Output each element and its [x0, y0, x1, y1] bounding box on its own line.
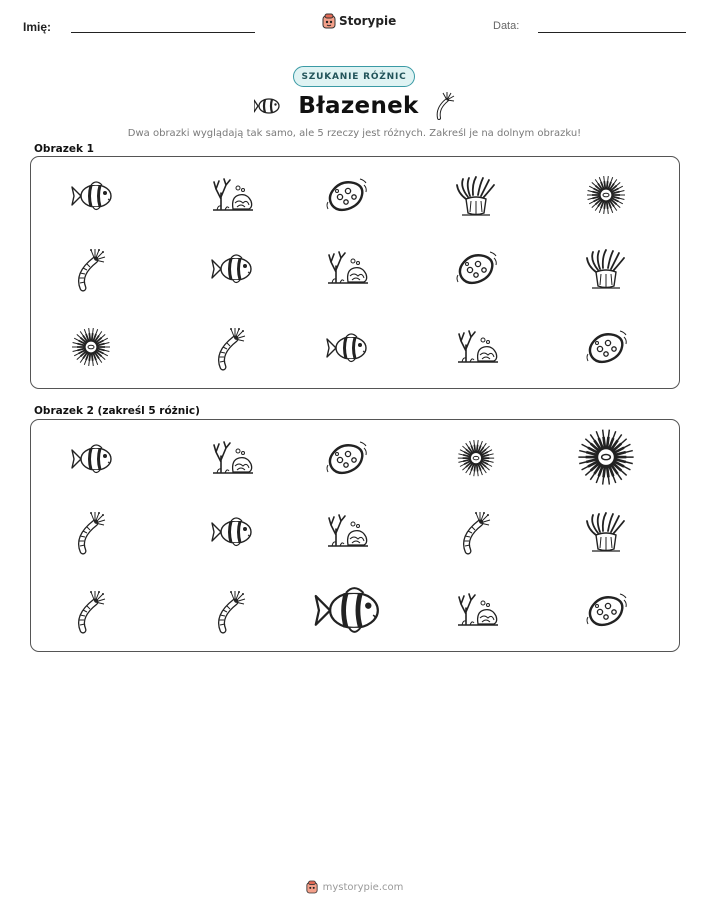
picture-2-cell-r3-c1[interactable] [69, 590, 113, 634]
activity-badge: SZUKANIE RÓŻNIC [293, 66, 415, 87]
storypie-mascot-icon [322, 13, 336, 29]
sea-sponge-icon [324, 175, 368, 219]
picture-1-panel [30, 156, 680, 389]
picture-2-cell-r2-c4[interactable] [454, 511, 498, 555]
sea-sponge-icon [584, 327, 628, 371]
sea-urchin-icon [69, 327, 113, 371]
sea-sponge-icon [584, 590, 628, 634]
date-field[interactable] [538, 32, 686, 33]
coral-icon [209, 438, 253, 482]
date-label: Data: [493, 20, 520, 32]
picture-1-cell-r3-c3 [324, 327, 368, 371]
picture-2-cell-r2-c2[interactable] [209, 511, 253, 555]
storypie-mascot-icon [306, 880, 318, 894]
sea-urchin-icon [574, 428, 638, 492]
picture-1-cell-r2-c1 [69, 248, 113, 292]
clownfish-icon [209, 248, 253, 292]
coral-icon [324, 248, 368, 292]
picture-1-cell-r1-c3 [324, 175, 368, 219]
picture-1-cell-r3-c1 [69, 327, 113, 371]
picture-1-cell-r3-c5 [584, 327, 628, 371]
tube-worm-icon [69, 511, 113, 555]
picture-1-cell-r1-c4 [454, 175, 498, 219]
clownfish-icon [324, 327, 368, 371]
coral-icon [324, 511, 368, 555]
picture-2-cell-r3-c4[interactable] [454, 590, 498, 634]
coral-icon [454, 327, 498, 371]
picture-2-cell-r1-c3[interactable] [324, 438, 368, 482]
picture-1-cell-r2-c5 [584, 248, 628, 292]
instructions: Dwa obrazki wyglądają tak samo, ale 5 rzeczy jest różnych. Zakreśl je na dolnym obrazku! [127, 128, 582, 139]
picture-2-cell-r1-c1[interactable] [69, 438, 113, 482]
picture-1-cell-r3-c2 [209, 327, 253, 371]
picture-2-cell-r1-c4[interactable] [455, 439, 497, 481]
page-title: Błazenek [298, 93, 419, 119]
picture-2-cell-r3-c3[interactable] [311, 577, 381, 647]
anemone-icon [584, 511, 628, 555]
sea-urchin-icon [584, 175, 628, 219]
clownfish-icon [209, 511, 253, 555]
sea-urchin-icon [455, 439, 497, 481]
clownfish-icon [69, 175, 113, 219]
tube-worm-icon [433, 92, 455, 120]
tube-worm-icon [209, 590, 253, 634]
picture-2-cell-r2-c5[interactable] [584, 511, 628, 555]
picture-2-cell-r1-c5[interactable] [574, 428, 638, 492]
brand-logo [322, 13, 396, 29]
picture-2-cell-r2-c3[interactable] [324, 511, 368, 555]
picture-1-label: Obrazek 1 [34, 143, 94, 155]
anemone-icon [454, 175, 498, 219]
picture-1-cell-r2-c3 [324, 248, 368, 292]
picture-1-cell-r3-c4 [454, 327, 498, 371]
clownfish-icon [69, 438, 113, 482]
picture-2-cell-r2-c1[interactable] [69, 511, 113, 555]
picture-2-panel[interactable] [30, 419, 680, 652]
anemone-icon [584, 248, 628, 292]
coral-icon [454, 590, 498, 634]
sea-sponge-icon [324, 438, 368, 482]
tube-worm-icon [209, 327, 253, 371]
picture-1-cell-r2-c4 [454, 248, 498, 292]
picture-2-cell-r1-c2[interactable] [209, 438, 253, 482]
tube-worm-icon [69, 248, 113, 292]
coral-icon [209, 175, 253, 219]
picture-2-cell-r3-c2[interactable] [209, 590, 253, 634]
picture-1-cell-r1-c2 [209, 175, 253, 219]
picture-1-cell-r1-c1 [69, 175, 113, 219]
clownfish-icon [254, 95, 284, 117]
tube-worm-icon [454, 511, 498, 555]
picture-2-cell-r3-c5[interactable] [584, 590, 628, 634]
picture-1-cell-r2-c2 [209, 248, 253, 292]
footer [0, 880, 709, 894]
clownfish-icon [311, 577, 381, 647]
sea-sponge-icon [454, 248, 498, 292]
brand-name: Storypie [339, 14, 397, 28]
picture-1-cell-r1-c5 [584, 175, 628, 219]
name-label: Imię: [23, 20, 52, 34]
picture-2-label: Obrazek 2 (zakreśl 5 różnic) [34, 405, 200, 417]
name-field[interactable] [71, 32, 255, 33]
tube-worm-icon [69, 590, 113, 634]
footer-url: mystorypie.com [322, 881, 404, 893]
